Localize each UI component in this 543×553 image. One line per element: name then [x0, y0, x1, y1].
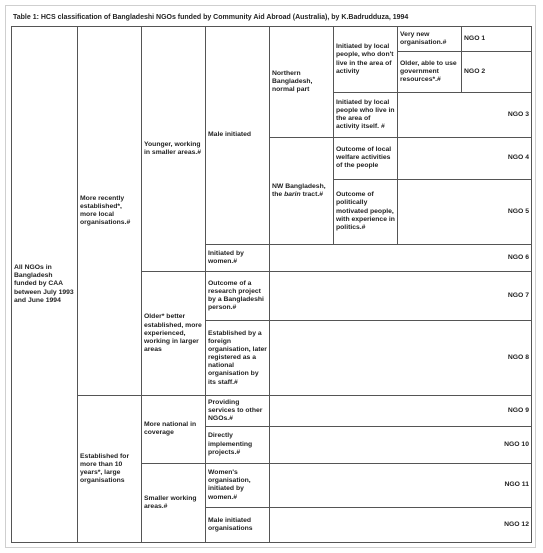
ngo-3-cell: NGO 3 — [398, 93, 532, 138]
younger-cell: Younger, working in smaller areas.# — [142, 27, 206, 272]
table-title: Table 1: HCS classification of Bangladeshi NGOs funded by Community Aid Abroad (Australia), by K.Badrudduza, 1994 — [13, 14, 409, 21]
services-cell: Providing services to other NGOs.# — [206, 396, 270, 427]
local-living-cell: Initiated by local people who live in the area of activity itself. # — [334, 93, 398, 138]
ngo-1-cell: NGO 1 — [462, 27, 532, 52]
classification-table — [11, 26, 532, 543]
male-orgs-cell: Male initiated organisations — [206, 508, 270, 543]
more-national-cell: More national in coverage — [142, 396, 206, 463]
ngo-6-cell: NGO 6 — [270, 244, 532, 271]
ngo-12-cell: NGO 12 — [270, 508, 532, 543]
ngo-4-cell: NGO 4 — [398, 137, 532, 179]
local-not-living-cell: Initiated by local people, who don't live in the area of activity — [334, 27, 398, 93]
welfare-cell: Outcome of local welfare activities of the people — [334, 137, 398, 179]
northern-bangladesh-cell: Northern Bangladesh, normal part — [270, 27, 334, 138]
womens-org-cell: Women's organisation, initiated by women.# — [206, 463, 270, 508]
very-new-cell: Very new organisation.# — [398, 27, 462, 52]
ngo-7-cell: NGO 7 — [270, 272, 532, 321]
male-initiated-cell: Male initiated — [206, 27, 270, 245]
ngo-10-cell: NGO 10 — [270, 426, 532, 463]
ngo-11-cell: NGO 11 — [270, 463, 532, 508]
ngo-9-cell: NGO 9 — [270, 396, 532, 427]
nw-bangladesh-cell — [270, 137, 334, 244]
established-10-years-cell: Established for more than 10 years*, large organisations — [78, 396, 142, 543]
smaller-working-cell: Smaller working areas.# — [142, 463, 206, 542]
directly-implementing-cell: Directly implementing projects.# — [206, 426, 270, 463]
ngo-2-cell: NGO 2 — [462, 52, 532, 93]
recently-established-cell: More recently established*, more local organisations.# — [78, 27, 142, 396]
nw-prefix-text: NW Bangladesh, the — [272, 182, 326, 198]
research-cell: Outcome of a research project by a Bangladeshi person.# — [206, 272, 270, 321]
political-cell: Outcome of politically motivated people, with experience in politics.# — [334, 179, 398, 244]
older-established-cell: Older* better established, more experienced, working in larger areas — [142, 272, 206, 396]
older-able-cell: Older, able to use government resources*.# — [398, 52, 462, 93]
all-ngos-cell: All NGOs in Bangladesh funded by CAA between July 1993 and June 1994 — [12, 27, 78, 543]
ngo-5-cell: NGO 5 — [398, 179, 532, 244]
initiated-women-cell: Initiated by women.# — [206, 244, 270, 271]
foreign-cell: Established by a foreign organisation, later registered as a national organisation by its staff.# — [206, 321, 270, 396]
ngo-8-cell: NGO 8 — [270, 321, 532, 396]
barin-text: barin — [284, 190, 301, 198]
nw-suffix-text: tract.# — [300, 190, 324, 198]
